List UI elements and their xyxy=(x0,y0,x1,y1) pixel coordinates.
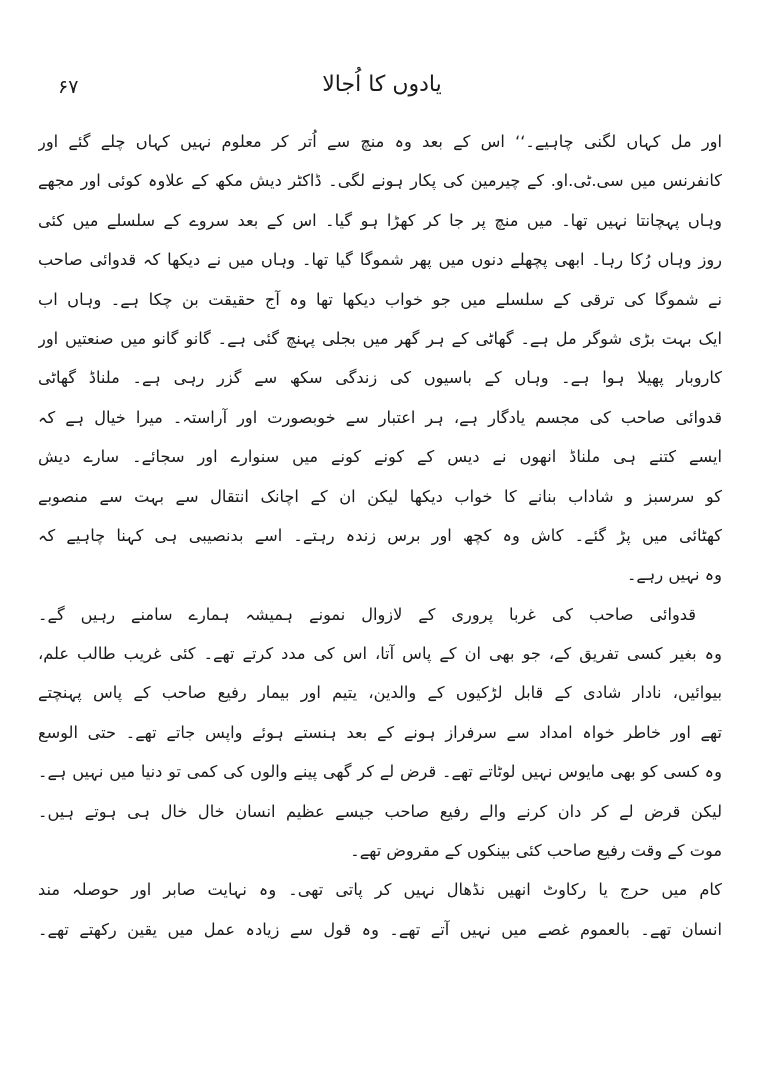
text-line: لیکن قرض لے کر دان کرنے والے رفیع صاحب جیسے عظیم انسان خال خال ہی ہوتے ہیں۔ xyxy=(38,801,722,821)
text-line: قدوائی صاحب کی مجسم یادگار ہے، ہر اعتبار سے خوبصورت اور آراستہ۔ میرا خیال ہے کہ xyxy=(38,407,722,427)
text-line: کاروبار پھیلا ہوا ہے۔ وہاں کے باسیوں کی زندگی سکھ سے گزر رہی ہے۔ ملناڈ گھاٹی xyxy=(38,368,722,388)
text-line: ایک بہت بڑی شوگر مل ہے۔ گھاٹی کے ہر گھر میں بجلی پہنچ گئی ہے۔ گانو گانو میں صنعتیں اور xyxy=(38,328,722,348)
text-line: بیوائیں، نادار شادی کے قابل لڑکیوں کے والدین، یتیم اور بیمار رفیع صاحب کے پاس پہنچتے xyxy=(38,683,722,703)
page-number: ۶۷ xyxy=(58,76,79,98)
text-line: موت کے وقت رفیع صاحب کئی بینکوں کے مقروض تھے۔ xyxy=(350,841,722,861)
text-line: قدوائی صاحب کی غربا پروری کے لازوال نمونے ہمیشہ ہمارے سامنے رہیں گے۔ xyxy=(38,604,696,624)
text-line: وہ بغیر کسی تفریق کے، جو بھی ان کے پاس آتا، اس کی مدد کرتے تھے۔ کئی غریب طالب علم، xyxy=(38,644,722,664)
text-line: انسان تھے۔ بالعموم غصے میں نہیں آتے تھے۔ وہ قول سے زیادہ عمل میں یقین رکھتے تھے۔ xyxy=(38,919,722,939)
text-line: کو سرسبز و شاداب بنانے کا خواب دیکھا لیکن ان کے اچانک انتقال سے بہت سے منصوبے xyxy=(38,486,722,506)
body-text xyxy=(38,122,722,949)
text-line: ایسے کتنے ہی ملناڈ انھوں نے دیس کے کونے کونے میں سنوارے اور سجائے۔ سارے دیش xyxy=(38,447,722,467)
text-line: کھٹائی میں پڑ گئے۔ کاش وہ کچھ اور برس زندہ رہتے۔ اسے بدنصیبی ہی کہنا چاہیے کہ xyxy=(38,525,722,545)
text-line: کام میں حرج یا رکاوٹ انھیں نڈھال نہیں کر پاتی تھی۔ وہ نہایت صابر اور حوصلہ مند xyxy=(38,880,722,900)
running-title: یادوں کا اُجالا xyxy=(322,72,442,97)
text-line: وہ کسی کو بھی مایوس نہیں لوٹاتے تھے۔ قرض لے کر گھی پینے والوں کی کمی تو دنیا میں نہیں ہے۔ xyxy=(38,762,722,782)
text-line: کانفرنس میں سی.ٹی.او. کے چیرمین کی پکار ہونے لگی۔ ڈاکٹر دیش مکھ کے علاوہ کوئی اور مجھے xyxy=(38,171,722,191)
text-line: وہاں پہچانتا نہیں تھا۔ میں منچ پر جا کر کھڑا ہو گیا۔ اس کے بعد سروے کے سلسلے میں کئی xyxy=(38,210,722,230)
text-line: نے شموگا کی ترقی کے سلسلے میں جو خواب دیکھا تھا وہ آج حقیقت بن چکا ہے۔ وہاں اب xyxy=(38,289,722,309)
text-line: اور مل کہاں لگنی چاہیے۔‘‘ اس کے بعد وہ منچ سے اُتر کر معلوم نہیں کہاں چلے گئے اور xyxy=(38,132,722,151)
text-line: وہ نہیں رہے۔ xyxy=(626,565,722,585)
text-line: روز وہاں رُکا رہا۔ ابھی پچھلے دنوں میں پھر شموگا گیا تھا۔ وہاں میں نے دیکھا کہ قدوائی صاحب xyxy=(38,250,722,270)
text-line: تھے اور خاطر خواہ امداد سے سرفراز ہونے کے بعد ہنستے ہوئے واپس جاتے تھے۔ حتی الوسع xyxy=(38,722,722,742)
page-header xyxy=(40,72,724,112)
